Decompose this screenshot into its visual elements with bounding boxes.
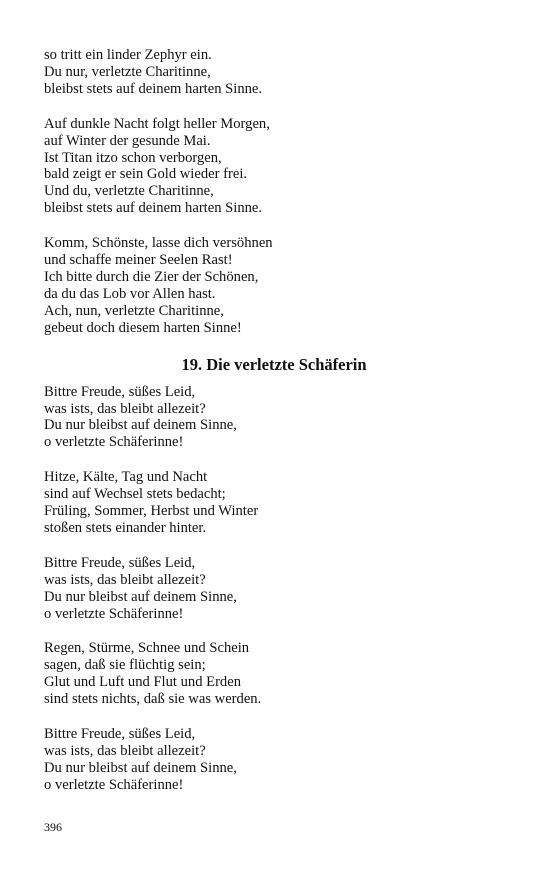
verse-line: bleibst stets auf deinem harten Sinne.	[44, 200, 263, 217]
verse-line: gebeut doch diesem harten Sinne!	[44, 319, 242, 336]
verse-line: bleibst stets auf deinem harten Sinne.	[44, 80, 263, 97]
verse-line: da du das Lob vor Allen hast.	[44, 285, 216, 302]
verse-line: Ist Titan itzo schon verborgen,	[44, 149, 222, 166]
verse-line: sagen, daß sie flüchtig sein;	[44, 657, 206, 674]
stanza	[44, 47, 514, 98]
verse-line: o verletzte Schäferinne!	[44, 605, 184, 622]
stanza	[44, 116, 514, 217]
verse-line: o verletzte Schäferinne!	[44, 776, 184, 793]
verse-line: Und du, verletzte Charitinne,	[44, 183, 214, 200]
verse-line: so tritt ein linder Zephyr ein.	[44, 47, 212, 63]
page-number: 396	[44, 820, 62, 834]
stanza	[44, 384, 514, 452]
verse-line: Bittre Freude, süßes Leid,	[44, 383, 196, 400]
stanza	[44, 555, 514, 623]
verse-line: sind stets nichts, daß sie was werden.	[44, 691, 262, 708]
verse-line: o verletzte Schäferinne!	[44, 434, 184, 451]
verse-line: Du nur bleibst auf deinem Sinne,	[44, 588, 237, 605]
verse-line: Du nur, verletzte Charitinne,	[44, 63, 211, 80]
verse-line: Auf dunkle Nacht folgt heller Morgen,	[44, 115, 270, 132]
verse-line: Ach, nun, verletzte Charitinne,	[44, 302, 224, 319]
stanza	[44, 726, 514, 794]
verse-line: Ich bitte durch die Zier der Schönen,	[44, 268, 259, 285]
verse-line: Regen, Stürme, Schnee und Schein	[44, 640, 250, 657]
poem-text-block	[44, 47, 514, 812]
verse-line: bald zeigt er sein Gold wieder frei.	[44, 166, 248, 183]
verse-line: was ists, das bleibt allezeit?	[44, 743, 206, 759]
verse-line: Komm, Schönste, lasse dich versöhnen	[44, 235, 273, 252]
verse-line: Glut und Luft und Flut und Erden	[44, 674, 242, 691]
verse-line: was ists, das bleibt allezeit?	[44, 400, 206, 417]
verse-line: was ists, das bleibt allezeit?	[44, 571, 206, 588]
verse-line: Du nur bleibst auf deinem Sinne,	[44, 759, 237, 776]
verse-line: Früling, Sommer, Herbst und Winter	[44, 503, 259, 520]
verse-line: Bittre Freude, süßes Leid,	[44, 554, 196, 571]
verse-line: sind auf Wechsel stets bedacht;	[44, 486, 226, 503]
stanza	[44, 235, 514, 336]
verse-line: Hitze, Kälte, Tag und Nacht	[44, 469, 208, 486]
verse-line: stoßen stets einander hinter.	[44, 519, 207, 536]
verse-line: und schaffe meiner Seelen Rast!	[44, 252, 233, 269]
stanza	[44, 640, 514, 708]
verse-line: Bittre Freude, süßes Leid,	[44, 726, 196, 743]
poem-title: 19. Die verletzte Schäferin	[181, 354, 367, 374]
stanza	[44, 469, 514, 537]
verse-line: Du nur bleibst auf deinem Sinne,	[44, 417, 237, 434]
verse-line: auf Winter der gesunde Mai.	[44, 132, 211, 149]
